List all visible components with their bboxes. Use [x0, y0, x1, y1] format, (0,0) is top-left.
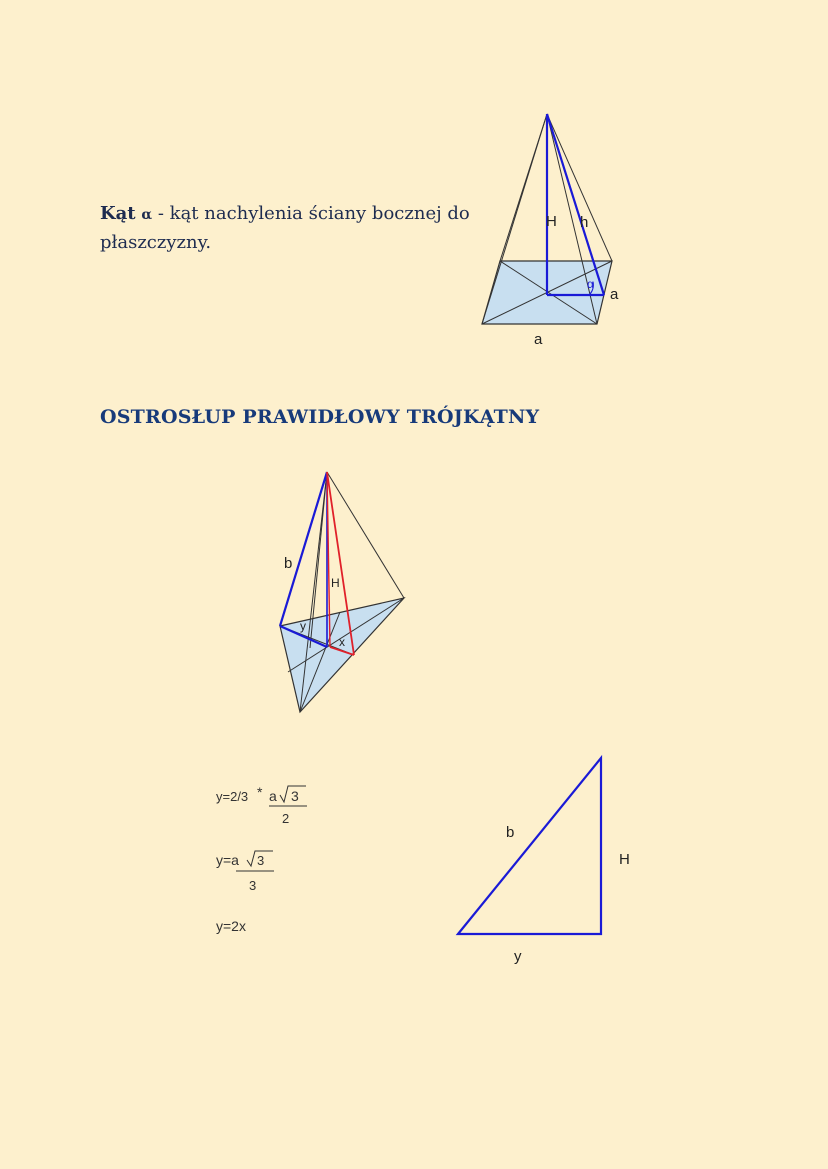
formula2-prefix: y=a: [216, 852, 239, 868]
formula1-num-rad: 3: [291, 788, 299, 804]
definition-term: Kąt: [100, 203, 136, 224]
formula1-den: 2: [282, 811, 290, 826]
lateral-edge-3: [547, 114, 612, 261]
fig2-label-x: x: [339, 635, 345, 649]
lateral-edge-2: [500, 114, 547, 261]
square-pyramid-figure: [470, 100, 640, 360]
fig3-label-y: y: [514, 948, 522, 965]
definition-text: - kąt nachylenia ściany bocznej do płaszczyzny.: [100, 203, 470, 253]
fig1-label-a-bottom: a: [534, 331, 543, 348]
formula1-num-a: a: [269, 788, 277, 804]
definition-symbol: α: [141, 207, 153, 223]
fig1-label-a-side: a: [610, 286, 619, 303]
formula2-rad: 3: [257, 853, 265, 868]
pyramid-triangle-base: [280, 598, 404, 712]
formula2-den: 3: [249, 878, 257, 893]
fig1-label-alpha: α: [587, 277, 594, 291]
fig1-label-h: h: [580, 214, 589, 231]
formula1-star: *: [257, 784, 263, 800]
fig2-label-H: H: [331, 576, 340, 590]
fig2-label-b: b: [284, 555, 293, 572]
right-triangle: [458, 758, 601, 934]
fig3-label-b: b: [506, 824, 515, 841]
formulas-block: [205, 775, 325, 940]
fig3-label-H: H: [619, 851, 630, 868]
formula1-prefix: y=2/3: [216, 789, 249, 804]
fig1-label-H: H: [546, 213, 557, 230]
right-triangle-figure: [445, 750, 645, 970]
angle-definition: [100, 200, 480, 257]
triangular-pyramid-figure: [270, 462, 415, 720]
fig2-label-y: y: [300, 619, 306, 633]
section-title: OSTROSŁUP PRAWIDŁOWY TRÓJKĄTNY: [100, 406, 540, 428]
formula3: y=2x: [216, 918, 246, 934]
